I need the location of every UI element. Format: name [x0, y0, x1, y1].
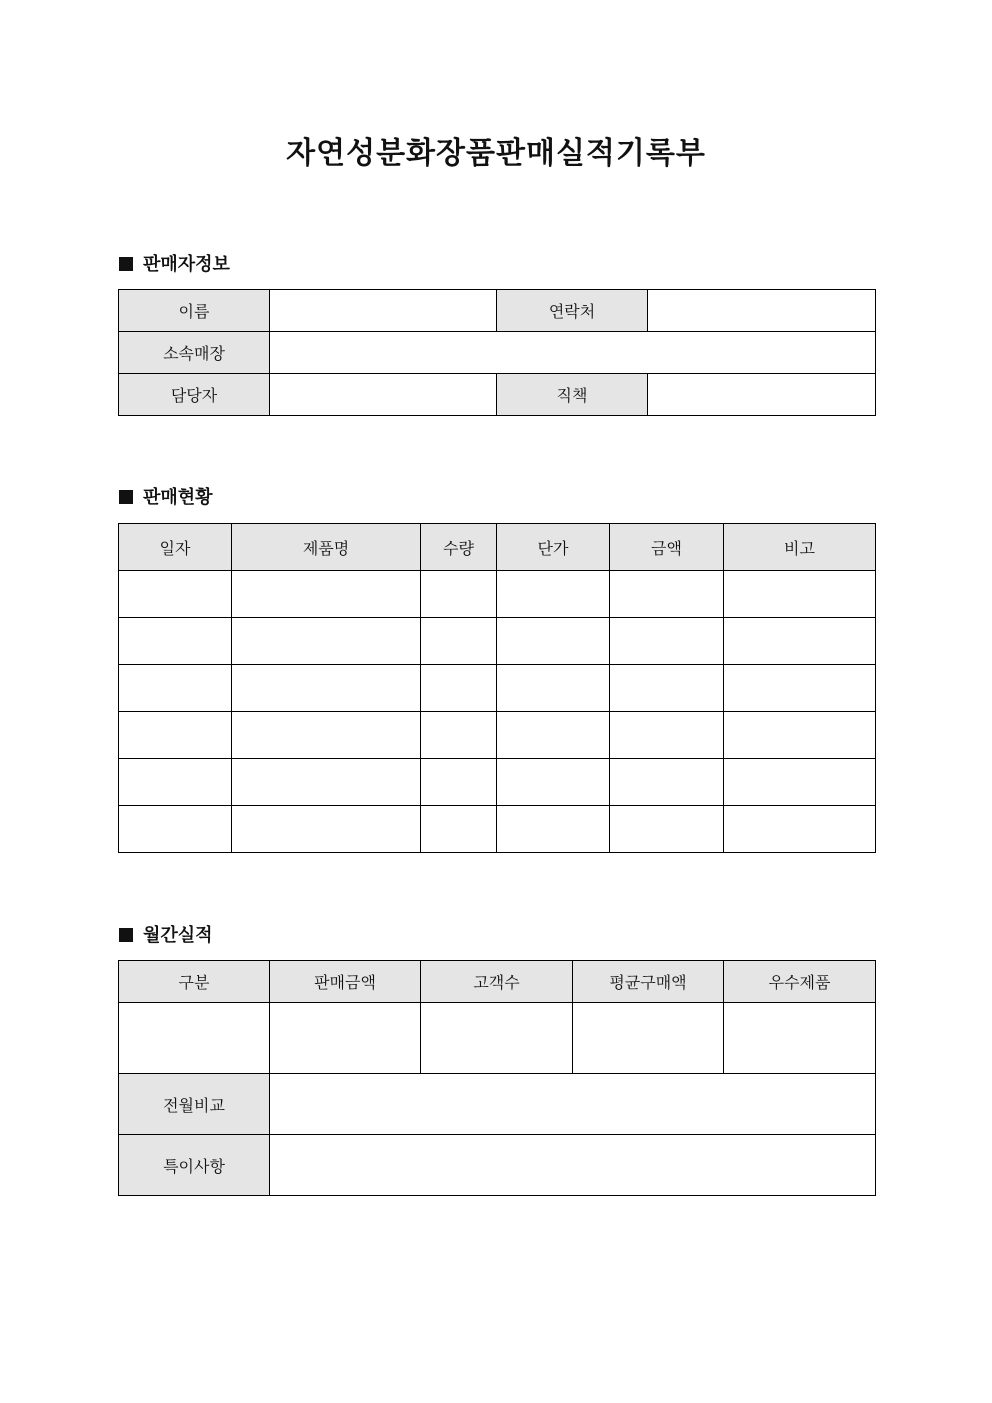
customer-count-cell[interactable]: [421, 1003, 573, 1074]
notes-field[interactable]: [270, 1135, 876, 1196]
column-header-best-product: 우수제품: [724, 961, 876, 1003]
unit-price-cell[interactable]: [497, 806, 610, 853]
table-row: [119, 374, 876, 416]
monthly-performance-table: [118, 960, 876, 1196]
date-cell[interactable]: [119, 571, 232, 618]
notes-label: 특이사항: [119, 1135, 270, 1196]
table-header-row: [119, 961, 876, 1003]
monthly-performance-heading: [119, 924, 213, 948]
table-row: [119, 759, 876, 806]
manager-field[interactable]: [270, 374, 497, 416]
sales-status-table: [118, 523, 876, 853]
square-bullet-icon: [119, 490, 133, 504]
store-label: 소속매장: [119, 332, 270, 374]
product-cell[interactable]: [232, 759, 421, 806]
seller-info-heading: [119, 253, 230, 277]
page-title: 자연성분화장품판매실적기록부: [286, 136, 706, 171]
monthly-performance-heading-text: 월간실적: [143, 925, 213, 946]
remarks-cell[interactable]: [724, 571, 876, 618]
product-cell[interactable]: [232, 806, 421, 853]
amount-cell[interactable]: [610, 759, 724, 806]
position-label: 직책: [497, 374, 648, 416]
table-row: [119, 1074, 876, 1135]
name-label: 이름: [119, 290, 270, 332]
amount-cell[interactable]: [610, 712, 724, 759]
quantity-cell[interactable]: [421, 665, 497, 712]
table-row: [119, 665, 876, 712]
contact-field[interactable]: [648, 290, 876, 332]
category-cell[interactable]: [119, 1003, 270, 1074]
table-row: [119, 1003, 876, 1074]
column-header-date: 일자: [119, 524, 232, 571]
store-field[interactable]: [270, 332, 876, 374]
unit-price-cell[interactable]: [497, 759, 610, 806]
column-header-remarks: 비고: [724, 524, 876, 571]
contact-label: 연락처: [497, 290, 648, 332]
sales-status-heading: [119, 486, 213, 510]
remarks-cell[interactable]: [724, 806, 876, 853]
unit-price-cell[interactable]: [497, 712, 610, 759]
compare-label: 전월비교: [119, 1074, 270, 1135]
seller-info-heading-text: 판매자정보: [143, 254, 230, 275]
amount-cell[interactable]: [610, 618, 724, 665]
average-purchase-cell[interactable]: [573, 1003, 724, 1074]
best-product-cell[interactable]: [724, 1003, 876, 1074]
column-header-quantity: 수량: [421, 524, 497, 571]
table-row: [119, 332, 876, 374]
amount-cell[interactable]: [610, 571, 724, 618]
unit-price-cell[interactable]: [497, 618, 610, 665]
table-row: [119, 806, 876, 853]
table-header-row: [119, 524, 876, 571]
table-row: [119, 1135, 876, 1196]
quantity-cell[interactable]: [421, 759, 497, 806]
column-header-category: 구분: [119, 961, 270, 1003]
remarks-cell[interactable]: [724, 618, 876, 665]
unit-price-cell[interactable]: [497, 665, 610, 712]
product-cell[interactable]: [232, 665, 421, 712]
sales-amount-cell[interactable]: [270, 1003, 421, 1074]
product-cell[interactable]: [232, 571, 421, 618]
position-field[interactable]: [648, 374, 876, 416]
table-row: [119, 712, 876, 759]
remarks-cell[interactable]: [724, 712, 876, 759]
compare-field[interactable]: [270, 1074, 876, 1135]
table-row: [119, 571, 876, 618]
remarks-cell[interactable]: [724, 665, 876, 712]
quantity-cell[interactable]: [421, 571, 497, 618]
quantity-cell[interactable]: [421, 618, 497, 665]
column-header-amount: 금액: [610, 524, 724, 571]
quantity-cell[interactable]: [421, 806, 497, 853]
square-bullet-icon: [119, 928, 133, 942]
sales-status-heading-text: 판매현황: [143, 487, 213, 508]
date-cell[interactable]: [119, 759, 232, 806]
seller-info-table: [118, 289, 876, 416]
column-header-product: 제품명: [232, 524, 421, 571]
table-row: [119, 290, 876, 332]
quantity-cell[interactable]: [421, 712, 497, 759]
column-header-average-purchase: 평균구매액: [573, 961, 724, 1003]
table-row: [119, 618, 876, 665]
name-field[interactable]: [270, 290, 497, 332]
date-cell[interactable]: [119, 665, 232, 712]
date-cell[interactable]: [119, 712, 232, 759]
square-bullet-icon: [119, 257, 133, 271]
column-header-unit-price: 단가: [497, 524, 610, 571]
remarks-cell[interactable]: [724, 759, 876, 806]
date-cell[interactable]: [119, 806, 232, 853]
manager-label: 담당자: [119, 374, 270, 416]
product-cell[interactable]: [232, 712, 421, 759]
amount-cell[interactable]: [610, 665, 724, 712]
column-header-sales-amount: 판매금액: [270, 961, 421, 1003]
product-cell[interactable]: [232, 618, 421, 665]
date-cell[interactable]: [119, 618, 232, 665]
unit-price-cell[interactable]: [497, 571, 610, 618]
amount-cell[interactable]: [610, 806, 724, 853]
column-header-customer-count: 고객수: [421, 961, 573, 1003]
